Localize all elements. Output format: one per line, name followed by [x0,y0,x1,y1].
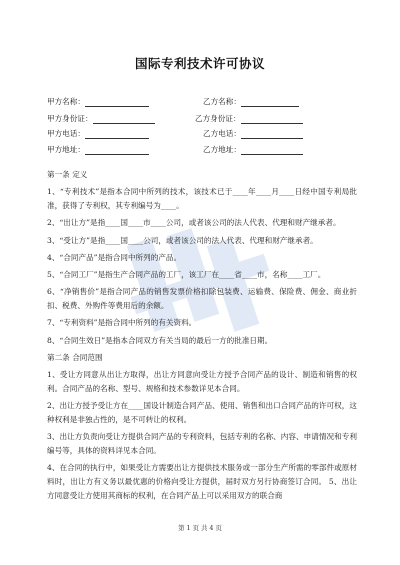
clause-paragraph: 4、在合同的执行中，如果受让方需要出让方提供技术服务或一部分生产所需的零部件或原材料时，出让方有义务以最优惠的价格向受让方提供，届时双方另行协商签订合同。 5、出让方同意受让方使用其商标的权利，在合同产品上可以采用双方的联合商 [47,463,357,501]
clause-paragraph: 7、“专利资料”是指合同中所列的有关资料。 [47,318,197,328]
clause-paragraph: 3、出让方负责向受让方提供合同产品的专利资料，包括专利的名称、内容、申请情况和专利编号等，具体的资料详见本合同。 [47,432,357,456]
party-field-b-name: 乙方名称： [203,97,299,107]
clause-paragraph: 5、“合同工厂”是指生产合同产品的工厂，该工厂在____省____市，名称____工厂。 [47,269,326,279]
party-field-a-phone: 甲方电话： [47,129,149,139]
blank-line[interactable] [93,115,155,124]
blank-line[interactable] [241,146,303,155]
clause-paragraph: 8、“合同生效日”是指本合同双方有关当局的最后一方的批准日期。 [47,335,273,345]
clause-paragraph: 2、出让方授予受让方在____国设计制造合同产品、使用、销售和出口合同产品的许可权，这种权利是非独占性的，是不可转让的权利。 [47,401,357,425]
clause-paragraph: 4、“合同产品”是指合同中所列的产品。 [47,252,182,262]
document-title: 国际专利技术许可协议 [134,56,265,71]
blank-line[interactable] [241,98,299,107]
party-field-a-id: 甲方身份证： [47,114,155,124]
page-number-footer: 第 1 页 共 4 页 [178,524,222,532]
party-field-a-address: 甲方地址： [47,145,149,155]
clause-paragraph: 1、受让方同意从出让方取得，出让方同意向受让方授予合同产品的设计、制造和销售的权利。合同产品的名称、型号、规格和技术参数详见本合同。 [47,369,357,393]
blank-line[interactable] [85,130,149,139]
blank-line[interactable] [241,130,303,139]
blank-line[interactable] [241,115,303,124]
blank-line[interactable] [85,98,149,107]
party-field-a-name: 甲方名称： [47,97,149,107]
section-heading-scope: 第二条 合同范围 [47,352,103,362]
party-field-b-id: 乙方身份证： [195,114,303,124]
contract-body [47,168,357,507]
clause-paragraph: 2、“出让方”是指____国____市____公司，或者该公司的法人代表、代理和财产继承者。 [47,218,341,228]
blank-line[interactable] [85,146,149,155]
clause-paragraph: 6、“净销售价”是指合同产品的销售发票价格扣除包装费、运输费、保险费、佣金、商业折扣、税费、外购件等费用后的余额。 [47,287,357,311]
section-heading-definitions: 第一条 定义 [47,170,88,179]
party-field-b-phone: 乙方电话： [203,129,303,139]
clause-paragraph: 3、“受让方”是指____国____公司，或者该公司的法人代表、代理和财产继承者。 [47,235,318,245]
clause-paragraph: 1、“专利技术”是指本合同中所列的技术，该技术已于____年____月____日经中国专利局批准，获得了专利权，其专利编号为____。 [47,187,357,211]
party-field-b-address: 乙方地址： [203,145,303,155]
